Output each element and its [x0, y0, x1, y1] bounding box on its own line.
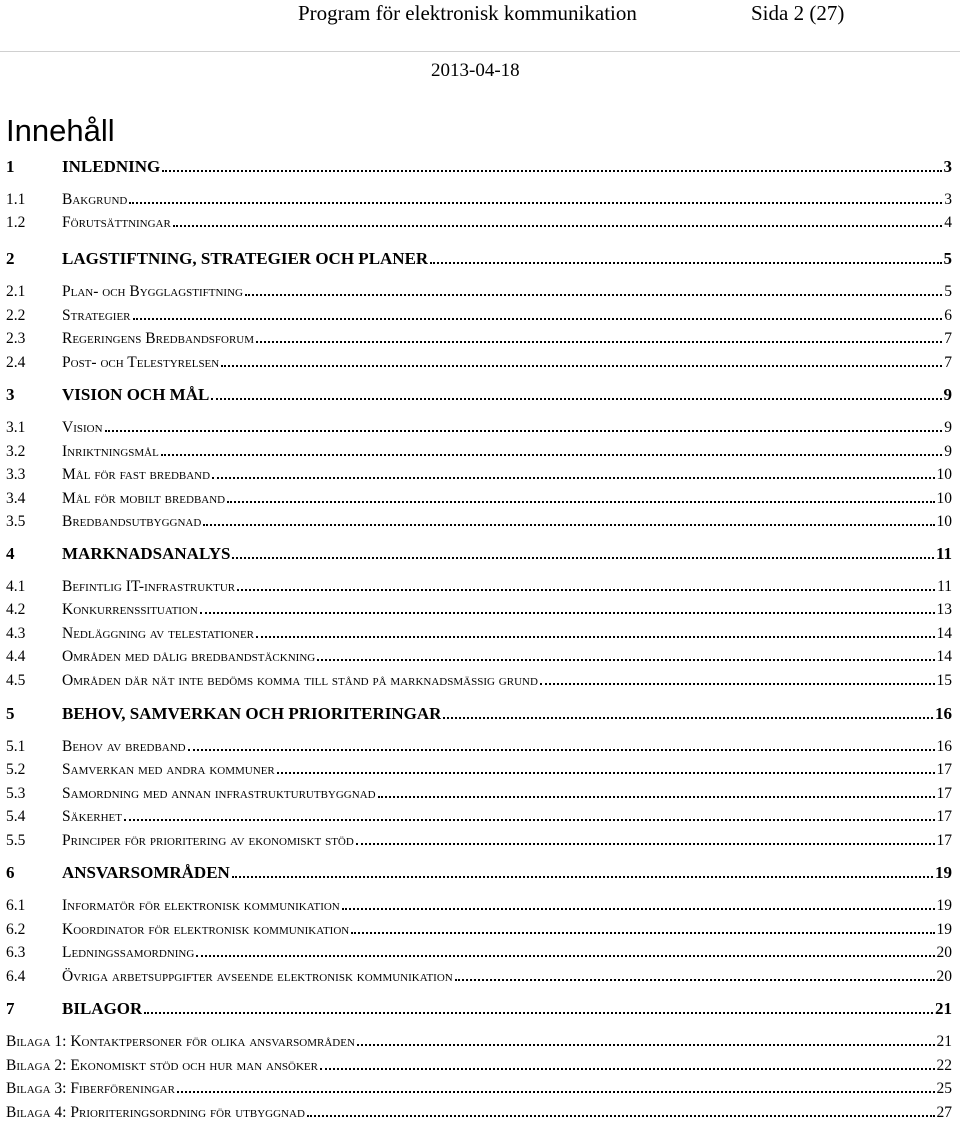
toc-entry[interactable]	[6, 669, 952, 691]
toc-entry-title: Områden där nät inte bedöms komma till stånd på marknadsmässig grund	[62, 672, 538, 689]
toc-entry-number: 6.2	[6, 921, 26, 938]
toc-entry-title: Samordning med annan infrastrukturutbyggnad	[62, 785, 376, 802]
toc-entry-title: Vision	[62, 419, 103, 436]
toc-entry-page: 10	[936, 513, 952, 530]
toc-entry-title: Övriga arbetsuppgifter avseende elektronisk kommunikation	[62, 968, 453, 985]
toc-entry-number: 6	[6, 863, 15, 882]
toc-entry-number: 5.4	[6, 808, 26, 825]
toc-entry-title: Strategier	[62, 307, 131, 324]
toc-entry[interactable]	[6, 1101, 952, 1123]
dot-leader	[540, 683, 935, 685]
toc-entry-title: Bilaga 3: Fiberföreningar	[6, 1080, 175, 1097]
toc-entry[interactable]	[6, 248, 952, 270]
toc-entry-page: 11	[935, 544, 952, 563]
toc-entry-number: 3.3	[6, 466, 26, 483]
toc-entry-number: 6.4	[6, 968, 26, 985]
toc-entry[interactable]	[6, 304, 952, 326]
toc-entry-page: 7	[944, 330, 952, 347]
dot-leader	[378, 796, 935, 798]
toc-entry-title: Bilaga 2: Ekonomiskt stöd och hur man ansöker	[6, 1057, 318, 1074]
toc-entry-page: 3	[944, 191, 952, 208]
toc-entry[interactable]	[6, 918, 952, 940]
page-number-label: Sida 2 (27)	[751, 1, 845, 25]
toc-entry-page: 9	[944, 443, 952, 460]
dot-leader	[196, 955, 934, 957]
toc-entry-number: 2	[6, 249, 15, 268]
toc-entry-number: 3.1	[6, 419, 26, 436]
toc-entry[interactable]	[6, 735, 952, 757]
toc-entry[interactable]	[6, 1030, 952, 1052]
dot-leader	[227, 501, 934, 503]
toc-entry-number: 6.1	[6, 897, 26, 914]
toc-entry[interactable]	[6, 1077, 952, 1099]
toc-entry-title: ANSVARSOMRÅDEN	[62, 863, 230, 882]
toc-entry-number: 1	[6, 157, 15, 176]
toc-entry-page: 16	[935, 704, 952, 723]
toc-entry[interactable]	[6, 998, 952, 1020]
toc-entry-title: BILAGOR	[62, 999, 143, 1018]
toc-entry-number: 3	[6, 385, 15, 404]
dot-leader	[320, 1068, 935, 1070]
toc-entry-page: 22	[936, 1057, 952, 1074]
dot-leader	[177, 1091, 935, 1093]
dot-leader	[245, 294, 942, 296]
toc-entry-title: Koordinator för elektronisk kommunikation	[62, 921, 350, 938]
toc-entry-title: INLEDNING	[62, 157, 161, 176]
toc-entry-title: Regeringens Bredbandsforum	[62, 330, 255, 347]
toc-entry[interactable]	[6, 440, 952, 462]
toc-entry-number: 5.5	[6, 832, 26, 849]
dot-leader	[356, 843, 935, 845]
toc-entry-page: 10	[936, 466, 952, 483]
toc-entry-number: 4.5	[6, 672, 26, 689]
toc-entry[interactable]	[6, 941, 952, 963]
toc-entry-title: BEHOV, SAMVERKAN OCH PRIORITERINGAR	[62, 704, 442, 723]
toc-entry-title: Bakgrund	[62, 191, 128, 208]
toc-entry-title: VISION OCH MÅL	[62, 385, 210, 404]
dot-leader	[212, 477, 934, 479]
dot-leader	[105, 430, 943, 432]
toc-entry[interactable]	[6, 211, 952, 233]
toc-entry[interactable]	[6, 782, 952, 804]
toc-entry-title: Post- och Telestyrelsen	[62, 354, 220, 371]
toc-entry-page: 19	[935, 863, 952, 882]
toc-entry-page: 21	[936, 1033, 952, 1050]
toc-entry-page: 19	[936, 921, 952, 938]
toc-entry-title: Ledningssamordning	[62, 944, 195, 961]
toc-entry[interactable]	[6, 156, 952, 178]
toc-entry-page: 9	[943, 385, 952, 404]
document-date: 2013-04-18	[431, 60, 520, 81]
dot-leader	[443, 717, 933, 719]
toc-entry-page: 13	[936, 601, 952, 618]
toc-entry-page: 16	[936, 738, 952, 755]
dot-leader	[129, 202, 942, 204]
toc-entry[interactable]	[6, 805, 952, 827]
toc-entry[interactable]	[6, 862, 952, 884]
toc-entry-number: 5	[6, 704, 15, 723]
dot-leader	[307, 1115, 935, 1117]
toc-entry-title: Samverkan med andra kommuner	[62, 761, 275, 778]
toc-entry-title: Inriktningsmål	[62, 443, 159, 460]
toc-entry[interactable]	[6, 894, 952, 916]
toc-entry-number: 2.1	[6, 283, 26, 300]
toc-entry[interactable]	[6, 543, 952, 565]
toc-entry-page: 6	[944, 307, 952, 324]
toc-entry-number: 1.1	[6, 191, 26, 208]
toc-entry-page: 20	[936, 944, 952, 961]
toc-entry[interactable]	[6, 703, 952, 725]
toc-entry-title: Mål för mobilt bredband	[62, 490, 226, 507]
toc-entry-number: 4	[6, 544, 15, 563]
toc-entry-page: 15	[936, 672, 952, 689]
document-title: Program för elektronisk kommunikation	[298, 1, 637, 25]
toc-entry-page: 5	[944, 283, 952, 300]
toc-entry-title: Nedläggning av telestationer	[62, 625, 255, 642]
toc-entry[interactable]	[6, 598, 952, 620]
toc-entry-page: 25	[936, 1080, 952, 1097]
toc-entry-title: Områden med dålig bredbandstäckning	[62, 648, 316, 665]
toc-entry-page: 9	[944, 419, 952, 436]
dot-leader	[221, 365, 942, 367]
toc-entry-title: Mål för fast bredband	[62, 466, 211, 483]
toc-heading: Innehåll	[6, 113, 115, 148]
dot-leader	[357, 1044, 935, 1046]
dot-leader	[173, 225, 942, 227]
toc-entry[interactable]	[6, 384, 952, 406]
toc-entry-page: 14	[936, 625, 952, 642]
toc-entry-page: 4	[944, 214, 952, 231]
toc-entry[interactable]	[6, 829, 952, 851]
dot-leader	[342, 908, 935, 910]
toc-entry-number: 2.4	[6, 354, 26, 371]
toc-entry-page: 21	[935, 999, 952, 1018]
toc-entry-title: Bilaga 4: Prioriteringsordning för utbyggnad	[6, 1104, 305, 1121]
toc-entry-title: LAGSTIFTNING, STRATEGIER OCH PLANER	[62, 249, 429, 268]
toc-entry[interactable]	[6, 1054, 952, 1076]
toc-entry[interactable]	[6, 416, 952, 438]
toc-entry-number: 2.3	[6, 330, 26, 347]
toc-entry-title: Informatör för elektronisk kommunikation	[62, 897, 340, 914]
toc-entry-page: 5	[943, 249, 952, 268]
toc-entry[interactable]	[6, 758, 952, 780]
toc-entry-number: 4.3	[6, 625, 26, 642]
toc-entry-page: 10	[936, 490, 952, 507]
toc-entry-number: 1.2	[6, 214, 26, 231]
toc-entry-title: Befintlig IT-infrastruktur	[62, 578, 236, 595]
toc-entry-number: 2.2	[6, 307, 26, 324]
dot-leader	[203, 524, 934, 526]
toc-entry-number: 6.3	[6, 944, 26, 961]
dot-leader	[430, 262, 941, 264]
toc-entry-number: 5.3	[6, 785, 26, 802]
toc-entry-number: 7	[6, 999, 15, 1018]
toc-entry-page: 27	[936, 1104, 952, 1121]
toc-entry[interactable]	[6, 327, 952, 349]
dot-leader	[351, 932, 934, 934]
dot-leader	[211, 398, 941, 400]
toc-entry[interactable]	[6, 510, 952, 532]
toc-entry[interactable]	[6, 280, 952, 302]
dot-leader	[200, 612, 935, 614]
dot-leader	[256, 341, 942, 343]
toc-entry-title: Konkurrenssituation	[62, 601, 198, 618]
toc-entry[interactable]	[6, 487, 952, 509]
toc-entry-page: 17	[936, 808, 952, 825]
dot-leader	[162, 170, 941, 172]
toc-entry-page: 17	[936, 785, 952, 802]
toc-entry-title: Säkerhet	[62, 808, 122, 825]
toc-entry-page: 7	[944, 354, 952, 371]
dot-leader	[188, 749, 935, 751]
toc-entry-number: 5.1	[6, 738, 26, 755]
dot-leader	[161, 454, 942, 456]
dot-leader	[256, 636, 934, 638]
toc-entry-number: 4.4	[6, 648, 26, 665]
dot-leader	[455, 979, 935, 981]
toc-entry-page: 19	[936, 897, 952, 914]
toc-entry-title: Bredbandsutbyggnad	[62, 513, 202, 530]
dot-leader	[232, 876, 933, 878]
toc-entry-page: 20	[936, 968, 952, 985]
dot-leader	[124, 819, 935, 821]
toc-entry-title: Förutsättningar	[62, 214, 171, 231]
toc-entry-number: 3.5	[6, 513, 26, 530]
toc-entry-number: 3.4	[6, 490, 26, 507]
toc-entry[interactable]	[6, 463, 952, 485]
toc-entry[interactable]	[6, 965, 952, 987]
toc-entry-page: 11	[937, 578, 952, 595]
toc-entry[interactable]	[6, 351, 952, 373]
toc-entry-title: Principer för prioritering av ekonomiskt stöd	[62, 832, 354, 849]
toc-entry[interactable]	[6, 645, 952, 667]
dot-leader	[237, 589, 935, 591]
toc-entry-page: 17	[936, 832, 952, 849]
toc-entry[interactable]	[6, 575, 952, 597]
toc-entry-number: 4.1	[6, 578, 26, 595]
dot-leader	[232, 557, 933, 559]
toc-entry[interactable]	[6, 622, 952, 644]
dot-leader	[133, 318, 943, 320]
toc-entry-number: 5.2	[6, 761, 26, 778]
toc-entry-title: Bilaga 1: Kontaktpersoner för olika ansvarsområden	[6, 1033, 355, 1050]
toc-entry-title: MARKNADSANALYS	[62, 544, 231, 563]
toc-entry-title: Plan- och Bygglagstiftning	[62, 283, 243, 300]
dot-leader	[277, 772, 935, 774]
toc-entry-title: Behov av bredband	[62, 738, 186, 755]
toc-entry-number: 4.2	[6, 601, 26, 618]
toc-entry-number: 3.2	[6, 443, 26, 460]
toc-entry-page: 17	[936, 761, 952, 778]
dot-leader	[317, 659, 934, 661]
toc-entry[interactable]	[6, 188, 952, 210]
toc-entry-page: 3	[943, 157, 952, 176]
toc-entry-page: 14	[936, 648, 952, 665]
dot-leader	[144, 1012, 933, 1014]
